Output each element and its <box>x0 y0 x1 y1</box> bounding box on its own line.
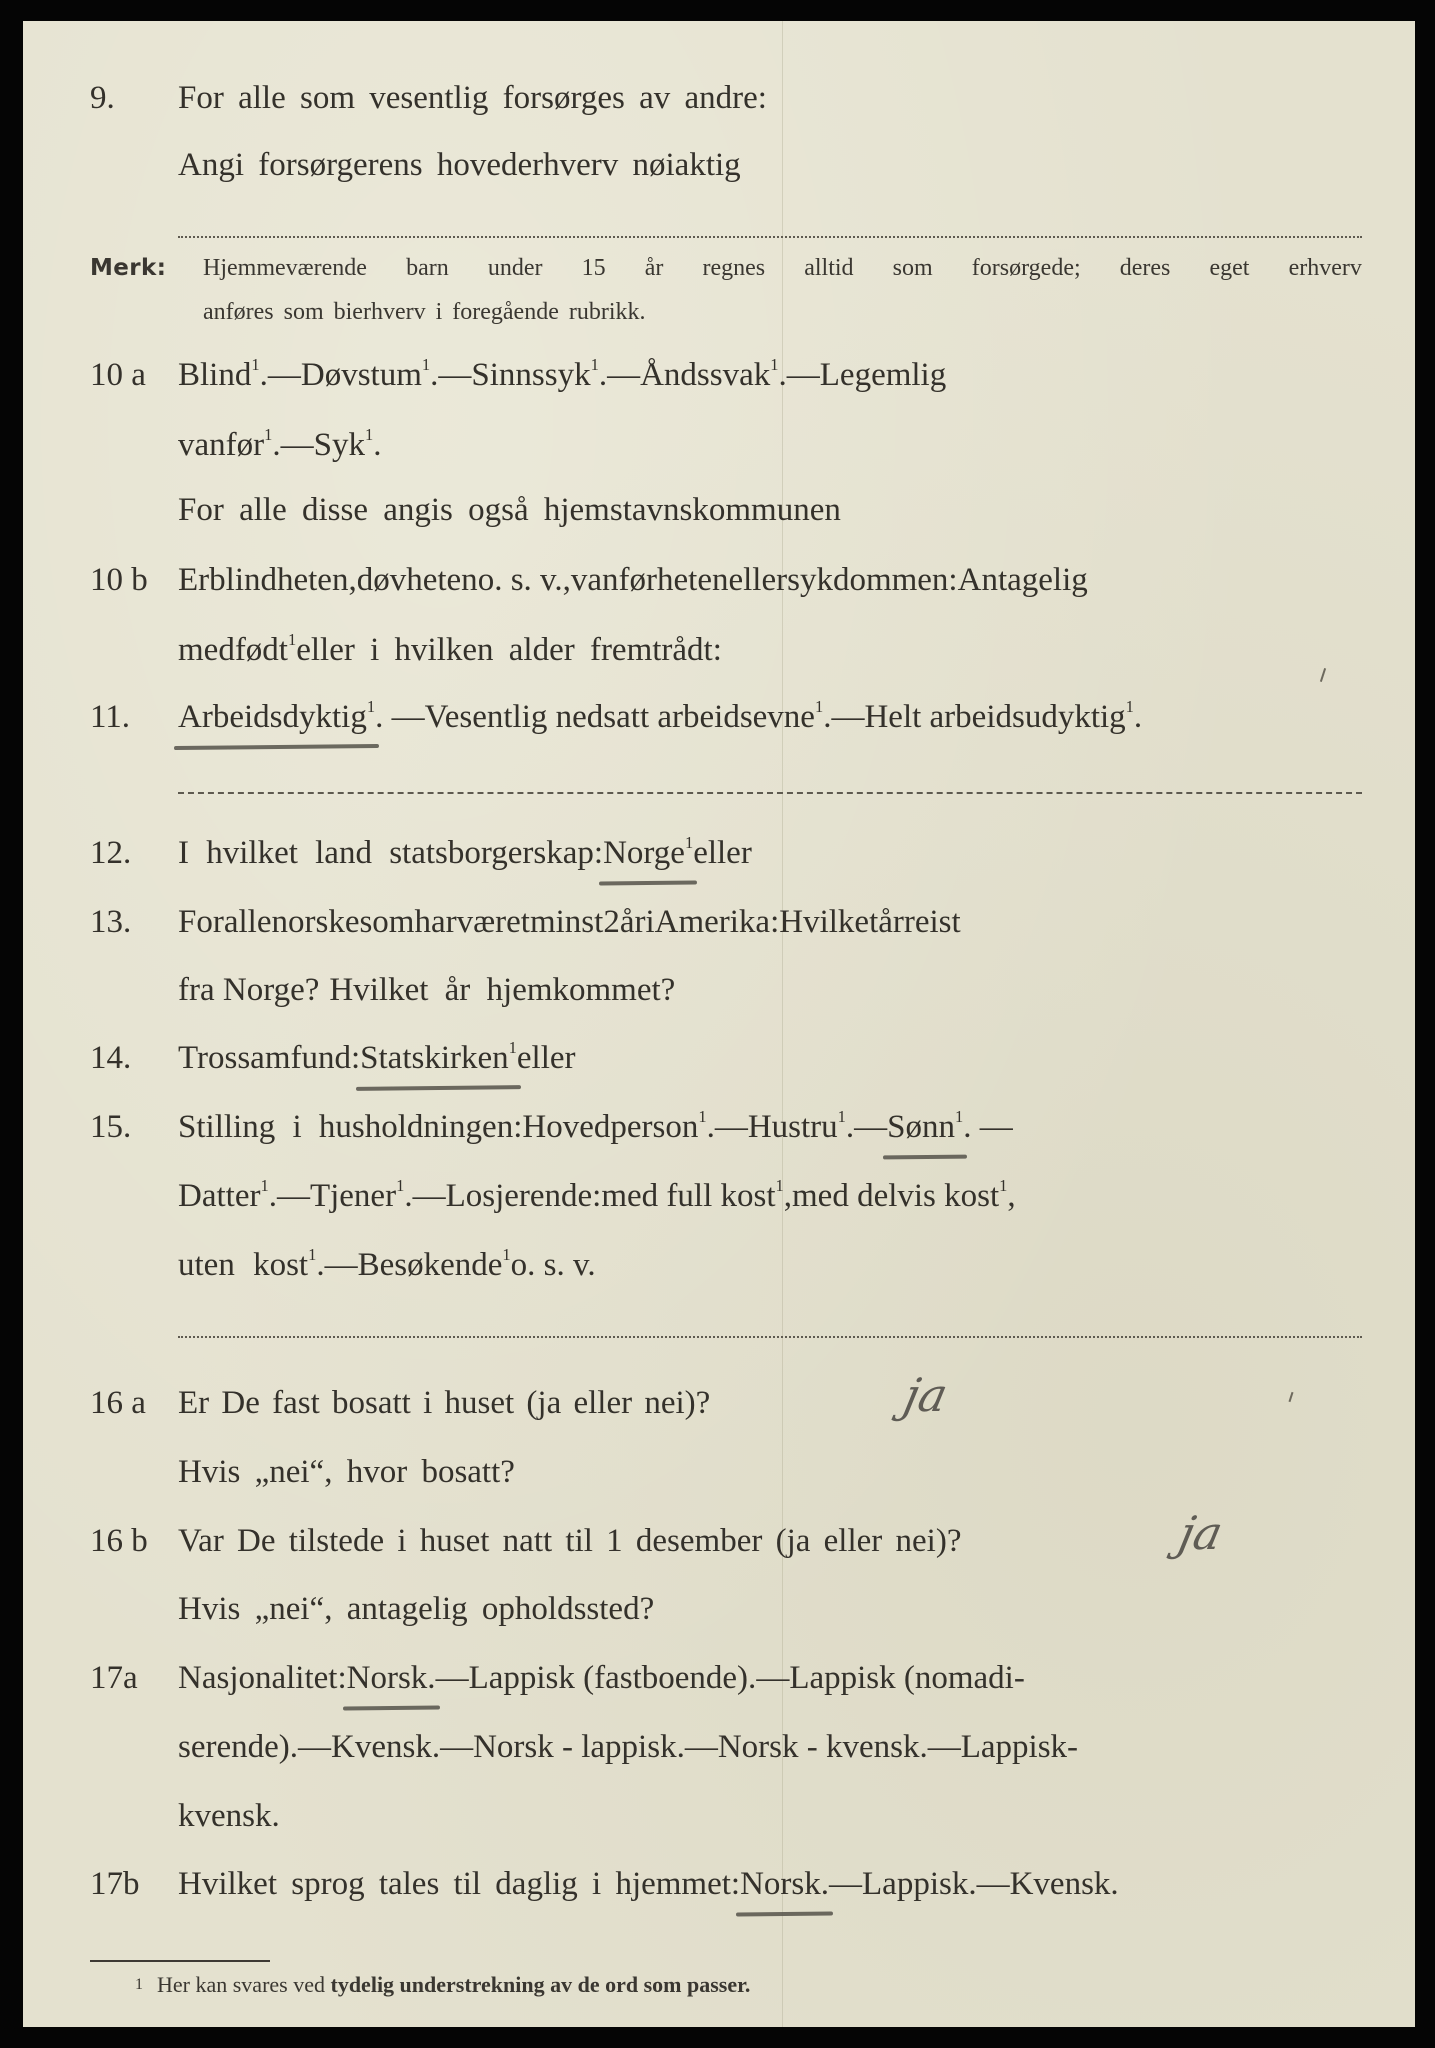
note-line-1: Hjemmeværende barn under 15 år regnes alltid som forsørgede; deres eget erhverv <box>203 255 1362 281</box>
q15-answer-line-2[interactable] <box>178 1336 1362 1338</box>
q17a-number: 17a <box>90 1660 138 1696</box>
option-uten-kost[interactable]: uten kost$^1$. <box>178 1245 325 1283</box>
option-statskirken-selected[interactable]: Statskirken$^1$ <box>360 1036 517 1080</box>
option-legemlig[interactable]: Legemlig <box>819 357 947 393</box>
option-besokende[interactable]: Besøkende$^1$ <box>357 1245 511 1283</box>
option-kvensk[interactable]: Kvensk. <box>331 1729 441 1765</box>
q9-number: 9. <box>90 80 115 116</box>
q11-number: 11. <box>90 699 131 735</box>
option-vanfor[interactable]: vanfør$^1$. <box>178 425 281 463</box>
option-norsk-selected[interactable]: Norsk. <box>347 1656 436 1700</box>
option-hovedperson[interactable]: Hovedperson$^1$. <box>522 1107 715 1145</box>
q14-number: 14. <box>90 1040 132 1076</box>
option-arbeidsdyktig-selected[interactable]: Arbeidsdyktig$^1$ <box>178 695 375 739</box>
option-vesentlig-nedsatt[interactable]: Vesentlig nedsatt arbeidsevne$^1$. <box>424 697 832 735</box>
option-sprog-norsk-selected[interactable]: Norsk. <box>740 1862 829 1906</box>
option-dovstum[interactable]: Døvstum$^1$. <box>300 355 439 393</box>
q15-number: 15. <box>90 1109 132 1145</box>
q11-answer-line[interactable] <box>178 792 1362 794</box>
q16a-handwritten-answer: ja <box>899 1368 953 1422</box>
option-tjener[interactable]: Tjener$^1$. <box>309 1176 413 1214</box>
option-lappisk-kvensk[interactable]: Lappisk- <box>960 1729 1079 1765</box>
option-norge-selected[interactable]: Norge$^1$ <box>603 831 693 875</box>
note-label: Merk: <box>90 255 167 281</box>
option-hustru[interactable]: Hustru$^1$. <box>747 1107 855 1145</box>
option-sprog-lappisk[interactable]: Lappisk. <box>862 1866 977 1902</box>
option-lappisk-nomadiserende[interactable]: Lappisk (nomadi- <box>789 1660 1025 1696</box>
footnote: 1 Her kan svares ved tydelig understrekning av de ord som passer. <box>135 1972 751 1997</box>
option-delvis-kost[interactable]: med delvis kost$^1$, <box>792 1176 1016 1214</box>
option-norsk-kvensk[interactable]: Norsk - kvensk. <box>717 1729 928 1765</box>
q16a-number: 16 a <box>90 1385 146 1421</box>
q9-answer-line-2[interactable] <box>178 236 1362 238</box>
option-datter[interactable]: Datter$^1$. <box>178 1176 277 1214</box>
option-medfodt[interactable]: medfødt$^1$ <box>178 630 297 668</box>
footnote-rule <box>90 1960 270 1962</box>
q13-number: 13. <box>90 904 132 940</box>
option-sinnssyk[interactable]: Sinnssyk$^1$. <box>471 355 608 393</box>
note-line-2: anføres som bierhverv i foregående rubrikk. <box>203 299 646 325</box>
q10b-number: 10 b <box>90 562 148 598</box>
option-sonn-selected[interactable]: Sønn$^1$ <box>887 1105 963 1149</box>
option-lappisk-fastboende[interactable]: Lappisk (fastboende). <box>468 1660 757 1696</box>
option-norsk-lappisk[interactable]: Norsk - lappisk. <box>473 1729 685 1765</box>
option-andssvak[interactable]: Åndssvak$^1$. <box>640 355 787 393</box>
option-blind[interactable]: Blind$^1$. <box>178 355 268 393</box>
option-helt-arbeidsudyktig[interactable]: Helt arbeidsudyktig$^1$. <box>864 697 1143 735</box>
option-full-kost[interactable]: med full kost$^1$, <box>601 1176 792 1214</box>
q12-number: 12. <box>90 835 132 871</box>
q17b-number: 17b <box>90 1866 140 1902</box>
option-syk[interactable]: Syk$^1$. <box>313 425 382 463</box>
q10a-number: 10 a <box>90 357 146 393</box>
q16b-handwritten-answer: ja <box>1174 1506 1228 1560</box>
option-sprog-kvensk[interactable]: Kvensk. <box>1009 1866 1119 1902</box>
q16b-number: 16 b <box>90 1523 148 1559</box>
